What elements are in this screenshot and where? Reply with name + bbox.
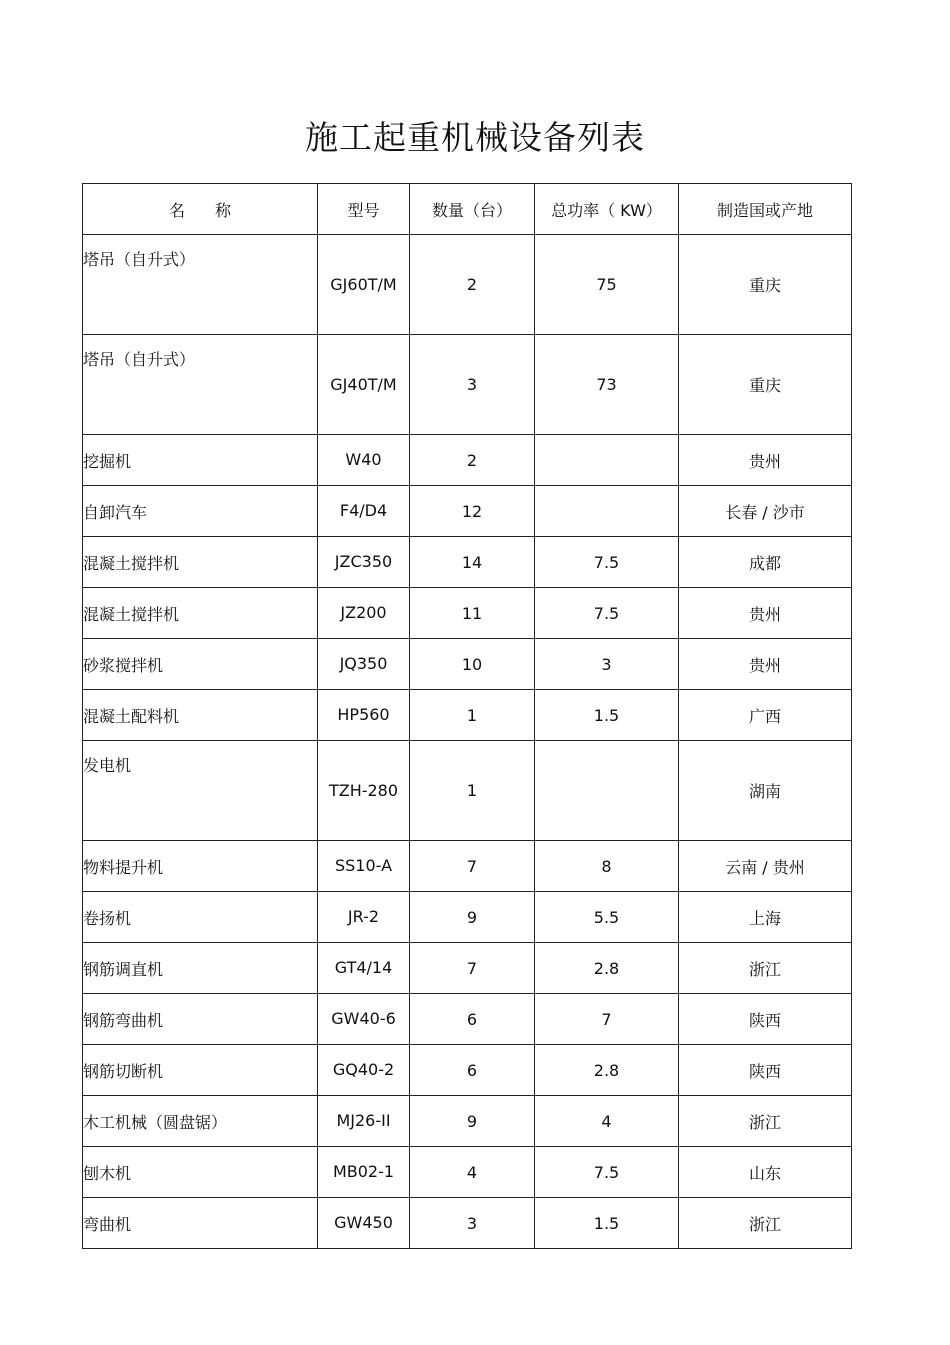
page-title: 施工起重机械设备列表 xyxy=(305,118,645,157)
cell-equipment-name: 卷扬机 xyxy=(83,892,318,943)
cell-power: 2.8 xyxy=(535,1045,679,1096)
cell-equipment-name: 塔吊（自升式） xyxy=(83,235,318,335)
cell-model: GW40-6 xyxy=(318,994,410,1045)
table-row xyxy=(83,1147,852,1198)
table-row xyxy=(83,335,852,435)
cell-model: F4/D4 xyxy=(318,486,410,537)
cell-equipment-name: 混凝土搅拌机 xyxy=(83,537,318,588)
cell-power: 7.5 xyxy=(535,537,679,588)
cell-model: JZC350 xyxy=(318,537,410,588)
cell-model: JZ200 xyxy=(318,588,410,639)
table-row xyxy=(83,741,852,841)
header-name-char-1: 名 xyxy=(168,200,185,220)
cell-quantity: 6 xyxy=(410,994,535,1045)
cell-origin: 贵州 xyxy=(679,435,852,486)
cell-quantity: 7 xyxy=(410,943,535,994)
cell-power: 4 xyxy=(535,1096,679,1147)
cell-power: 7 xyxy=(535,994,679,1045)
cell-model: JQ350 xyxy=(318,639,410,690)
cell-model: GT4/14 xyxy=(318,943,410,994)
cell-power xyxy=(535,435,679,486)
cell-power: 7.5 xyxy=(535,588,679,639)
cell-origin: 广西 xyxy=(679,690,852,741)
cell-equipment-name: 刨木机 xyxy=(83,1147,318,1198)
table-row xyxy=(83,435,852,486)
cell-origin: 上海 xyxy=(679,892,852,943)
cell-power: 3 xyxy=(535,639,679,690)
cell-quantity: 9 xyxy=(410,892,535,943)
cell-power: 7.5 xyxy=(535,1147,679,1198)
cell-model: GJ60T/M xyxy=(318,235,410,335)
table-row xyxy=(83,1045,852,1096)
cell-equipment-name: 物料提升机 xyxy=(83,841,318,892)
cell-origin: 云南 / 贵州 xyxy=(679,841,852,892)
cell-power xyxy=(535,741,679,841)
cell-power xyxy=(535,486,679,537)
cell-power: 73 xyxy=(535,335,679,435)
cell-equipment-name: 发电机 xyxy=(83,741,318,841)
cell-equipment-name: 混凝土配料机 xyxy=(83,690,318,741)
cell-power: 5.5 xyxy=(535,892,679,943)
cell-model: GW450 xyxy=(318,1198,410,1249)
table-body xyxy=(83,235,852,1249)
cell-power: 1.5 xyxy=(535,1198,679,1249)
cell-quantity: 2 xyxy=(410,435,535,486)
cell-origin: 浙江 xyxy=(679,1096,852,1147)
equipment-table xyxy=(82,183,852,1249)
cell-model: SS10-A xyxy=(318,841,410,892)
table-row xyxy=(83,994,852,1045)
cell-origin: 贵州 xyxy=(679,588,852,639)
cell-quantity: 14 xyxy=(410,537,535,588)
cell-equipment-name: 钢筋切断机 xyxy=(83,1045,318,1096)
table-row xyxy=(83,841,852,892)
cell-quantity: 6 xyxy=(410,1045,535,1096)
header-origin: 制造国或产地 xyxy=(679,184,852,235)
cell-origin: 陕西 xyxy=(679,1045,852,1096)
cell-quantity: 7 xyxy=(410,841,535,892)
header-name xyxy=(83,184,318,235)
cell-origin: 山东 xyxy=(679,1147,852,1198)
cell-origin: 浙江 xyxy=(679,943,852,994)
cell-equipment-name: 弯曲机 xyxy=(83,1198,318,1249)
table-row xyxy=(83,588,852,639)
table-row xyxy=(83,1096,852,1147)
cell-quantity: 11 xyxy=(410,588,535,639)
table-row xyxy=(83,639,852,690)
cell-power: 75 xyxy=(535,235,679,335)
cell-quantity: 9 xyxy=(410,1096,535,1147)
table-row xyxy=(83,486,852,537)
cell-quantity: 1 xyxy=(410,690,535,741)
cell-origin: 贵州 xyxy=(679,639,852,690)
cell-equipment-name: 塔吊（自升式） xyxy=(83,335,318,435)
cell-power: 1.5 xyxy=(535,690,679,741)
cell-model: HP560 xyxy=(318,690,410,741)
cell-equipment-name: 木工机械（圆盘锯） xyxy=(83,1096,318,1147)
cell-quantity: 3 xyxy=(410,335,535,435)
cell-quantity: 3 xyxy=(410,1198,535,1249)
cell-model: JR-2 xyxy=(318,892,410,943)
cell-origin: 陕西 xyxy=(679,994,852,1045)
cell-model: TZH-280 xyxy=(318,741,410,841)
cell-model: GJ40T/M xyxy=(318,335,410,435)
table-row xyxy=(83,943,852,994)
table-row xyxy=(83,690,852,741)
cell-quantity: 4 xyxy=(410,1147,535,1198)
table-row xyxy=(83,892,852,943)
cell-origin: 重庆 xyxy=(679,235,852,335)
cell-equipment-name: 砂浆搅拌机 xyxy=(83,639,318,690)
header-power: 总功率（ KW） xyxy=(535,184,679,235)
cell-quantity: 1 xyxy=(410,741,535,841)
cell-quantity: 2 xyxy=(410,235,535,335)
cell-model: MJ26-II xyxy=(318,1096,410,1147)
cell-equipment-name: 混凝土搅拌机 xyxy=(83,588,318,639)
cell-equipment-name: 自卸汽车 xyxy=(83,486,318,537)
table-row xyxy=(83,537,852,588)
cell-origin: 湖南 xyxy=(679,741,852,841)
cell-origin: 浙江 xyxy=(679,1198,852,1249)
table-row xyxy=(83,235,852,335)
cell-model: GQ40-2 xyxy=(318,1045,410,1096)
cell-origin: 重庆 xyxy=(679,335,852,435)
table-header-row xyxy=(83,184,852,235)
cell-quantity: 10 xyxy=(410,639,535,690)
cell-equipment-name: 钢筋弯曲机 xyxy=(83,994,318,1045)
cell-power: 8 xyxy=(535,841,679,892)
header-model: 型号 xyxy=(318,184,410,235)
cell-equipment-name: 钢筋调直机 xyxy=(83,943,318,994)
header-name-char-2: 称 xyxy=(215,200,232,220)
cell-quantity: 12 xyxy=(410,486,535,537)
table-row xyxy=(83,1198,852,1249)
cell-model: W40 xyxy=(318,435,410,486)
cell-origin: 成都 xyxy=(679,537,852,588)
cell-power: 2.8 xyxy=(535,943,679,994)
header-quantity: 数量（台） xyxy=(410,184,535,235)
cell-equipment-name: 挖掘机 xyxy=(83,435,318,486)
cell-origin: 长春 / 沙市 xyxy=(679,486,852,537)
cell-model: MB02-1 xyxy=(318,1147,410,1198)
